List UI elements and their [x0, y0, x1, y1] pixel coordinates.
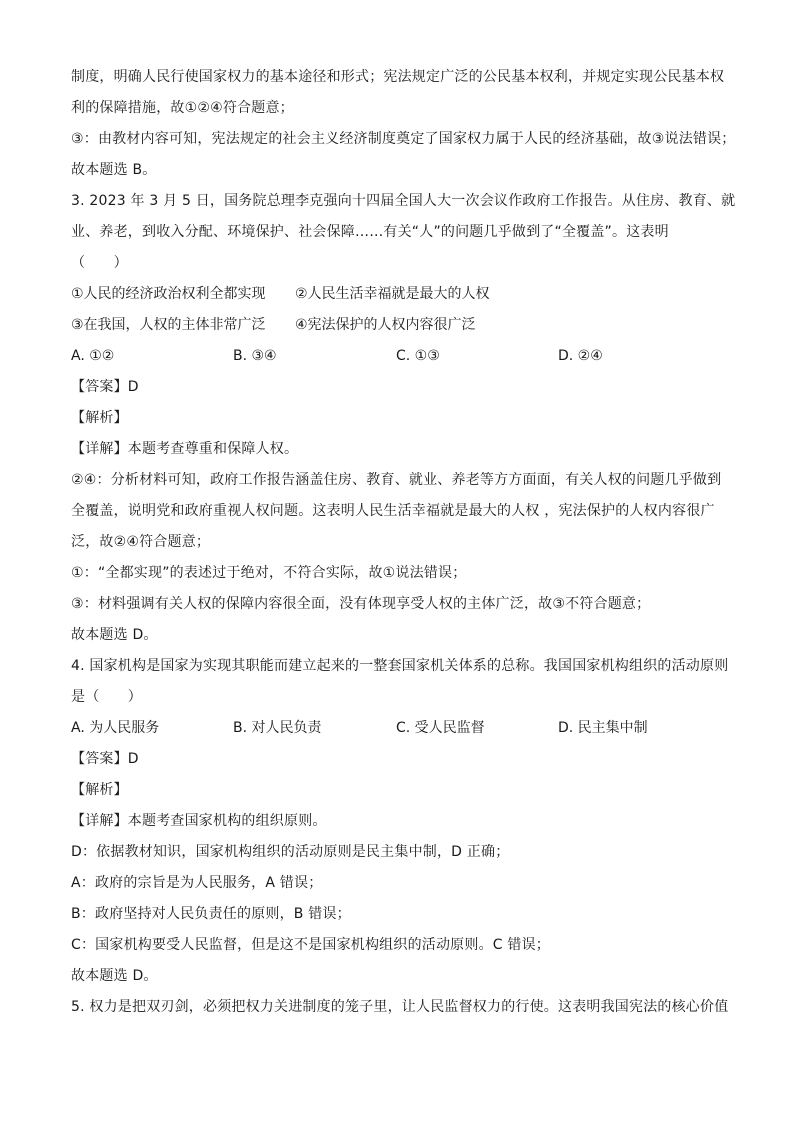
- text-line: 利的保障措施，故①②④符合题意；: [71, 100, 294, 116]
- q4-conclusion: 故本题选 D。: [71, 968, 158, 984]
- q3-explanation-line: ②④：分析材料可知，政府工作报告涵盖住房、教育、就业、养老等方方面面，有关人权的问题几乎做到: [71, 472, 722, 488]
- text-line: 故本题选 B。: [71, 162, 157, 178]
- q3-statement-2: ②人民生活幸福就是最大的人权: [295, 286, 490, 302]
- q4-explanation-line: C：国家机构要受人民监督，但是这不是国家机构组织的活动原则。C 错误；: [71, 937, 550, 953]
- text-line: 制度，明确人民行使国家权力的基本途径和形式；宪法规定广泛的公民基本权利，并规定实现公民基本权: [71, 69, 725, 85]
- q4-detail: 【详解】本题考查国家机构的组织原则。: [71, 813, 327, 829]
- q4-options-row: [71, 713, 731, 744]
- q4-option-c: C. 受人民监督: [396, 720, 485, 736]
- q3-option-a: A. ①②: [71, 348, 115, 364]
- q5-stem-line: 5. 权力是把双刃剑，必须把权力关进制度的笼子里，让人民监督权力的行使。这表明我国宪法的核心价值: [71, 999, 729, 1015]
- q4-answer: 【答案】D: [71, 751, 139, 767]
- q3-explanation-line: ①：“全都实现”的表述过于绝对，不符合实际，故①说法错误；: [71, 565, 467, 581]
- q4-analysis-heading: 【解析】: [71, 782, 128, 798]
- q3-statement-1: ①人民的经济政治权利全都实现: [71, 286, 266, 302]
- q3-explanation-line: ③：材料强调有关人权的保障内容很全面，没有体现享受人权的主体广泛，故③不符合题意；: [71, 596, 651, 612]
- q4-stem-line: 是（ ）: [71, 689, 142, 705]
- q3-analysis-heading: 【解析】: [71, 410, 128, 426]
- q3-explanation-line: 泛，故②④符合题意；: [71, 534, 211, 550]
- q4-explanation-line: B：政府坚持对人民负责任的原则，B 错误；: [71, 906, 351, 922]
- q3-statement-3: ③在我国，人权的主体非常广泛: [71, 317, 266, 333]
- q3-stem-line: 业、养老，到收入分配、环境保护、社会保障……有关“人”的问题几乎做到了“全覆盖”。这表明: [71, 224, 669, 240]
- q3-option-d: D. ②④: [558, 348, 603, 364]
- q4-explanation-line: D：依据教材知识，国家机构组织的活动原则是民主集中制，D 正确；: [71, 844, 510, 860]
- text-line: ③：由教材内容可知，宪法规定的社会主义经济制度奠定了国家权力属于人民的经济基础，故③说法错误；: [71, 131, 736, 147]
- q3-answer-blank: （ ）: [71, 255, 128, 271]
- q3-option-b: B. ③④: [233, 348, 277, 364]
- q3-statements-row: [71, 279, 731, 310]
- q3-statements-row: [71, 310, 731, 341]
- q3-stem-line: 3. 2023 年 3 月 5 日，国务院总理李克强向十四届全国人大一次会议作政府工作报告。从住房、教育、就: [71, 193, 736, 209]
- q3-option-c: C. ①③: [396, 348, 440, 364]
- q3-statement-4: ④宪法保护的人权内容很广泛: [295, 317, 476, 333]
- q4-stem-line: 4. 国家机构是国家为实现其职能而建立起来的一整套国家机关体系的总称。我国国家机构组织的活动原则: [71, 658, 729, 674]
- q4-option-b: B. 对人民负责: [233, 720, 322, 736]
- document-page: [71, 62, 736, 1023]
- q3-answer: 【答案】D: [71, 379, 139, 395]
- q4-option-a: A. 为人民服务: [71, 720, 160, 736]
- q3-explanation-line: 全覆盖，说明党和政府重视人权问题。这表明人民生活幸福就是最大的人权 ，宪法保护的人权内容很广: [71, 503, 715, 519]
- q3-options-row: [71, 341, 731, 372]
- q3-detail: 【详解】本题考查尊重和保障人权。: [71, 441, 299, 457]
- q4-explanation-line: A：政府的宗旨是为人民服务，A 错误；: [71, 875, 323, 891]
- q3-conclusion: 故本题选 D。: [71, 627, 158, 643]
- q4-option-d: D. 民主集中制: [558, 720, 648, 736]
